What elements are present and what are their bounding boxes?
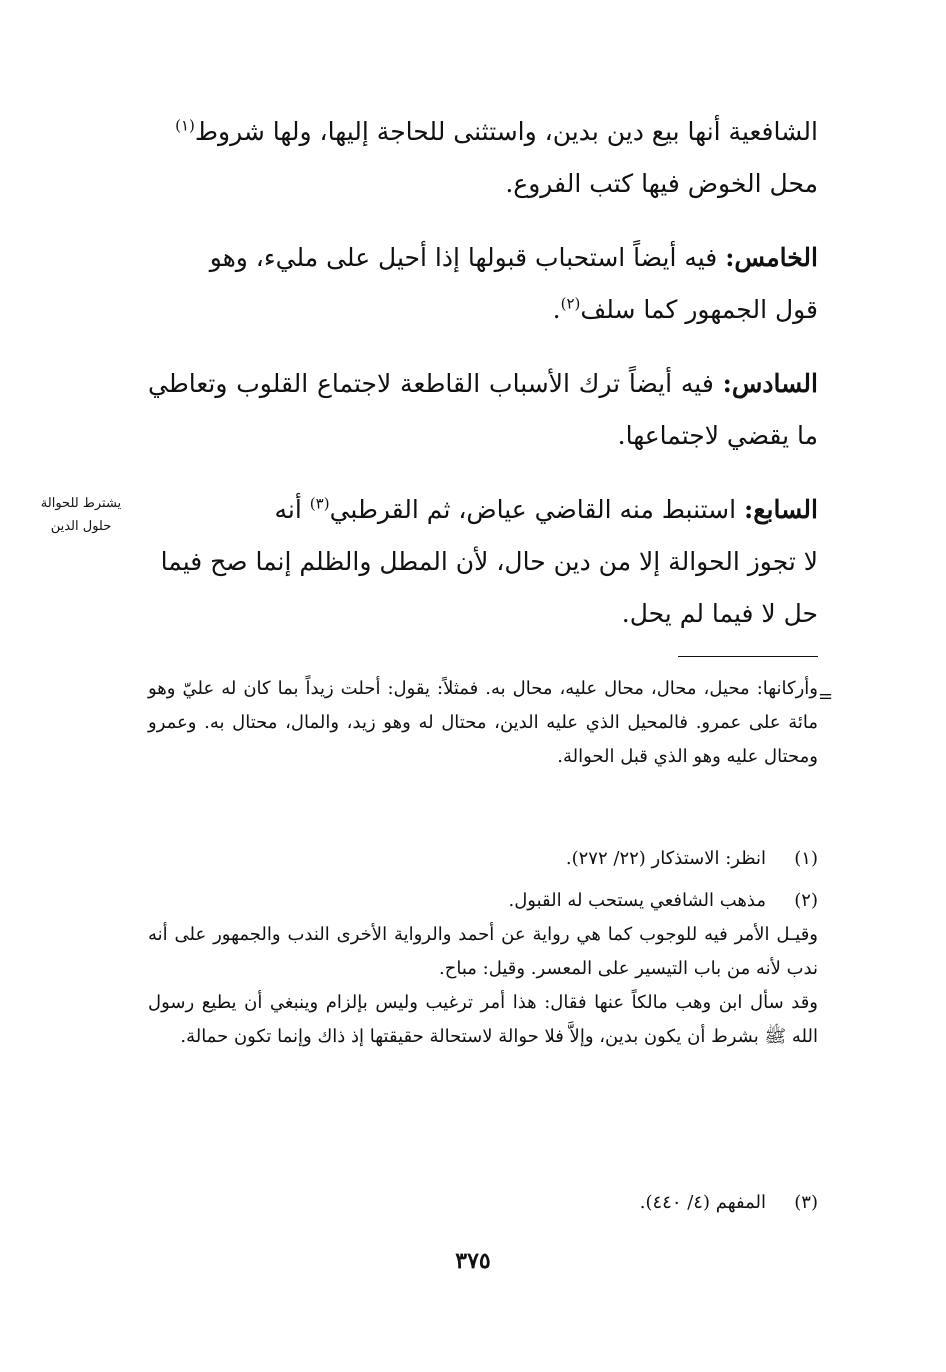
footnote-continuation xyxy=(148,672,818,774)
footnote-continuation-text: وأركانها: محيل، محال، محال عليه، محال به. فمثلاً: يقول: أحلت زيداً بما كان له عليّ وهو مائة على عمرو. فالمحيل الذي عليه الدين، محتال له وهو زيد، والمال، محتال به. وعمرو ومحتال عليه وهو الذي قبل الحوالة. xyxy=(148,678,818,767)
fifth-heading: الخامس: xyxy=(725,243,818,272)
seventh-line-1: استنبط منه القاضي عياض، ثم القرطبي xyxy=(329,495,737,524)
footnote-2-number: (٢) xyxy=(794,890,818,911)
margin-note xyxy=(22,492,140,538)
paragraph-seventh xyxy=(148,484,818,640)
fifth-line-2: قول الجمهور كما سلف xyxy=(580,295,818,324)
seventh-line-2: لا تجوز الحوالة إلا من دين حال، لأن المطل والظلم إنما صح فيما xyxy=(160,547,818,576)
fifth-period: . xyxy=(552,295,561,324)
paragraph-sixth xyxy=(148,358,818,462)
footnote-3-text: المفهم (٤/ ٤٤٠). xyxy=(639,1192,766,1213)
seventh-line-3: حل لا فيما لم يحل. xyxy=(621,599,818,628)
footnote-ref-3[interactable]: (٣) xyxy=(309,494,330,513)
footnote-1-text: انظر: الاستذكار (٢٢/ ٢٧٢). xyxy=(565,848,766,869)
page-number: ٣٧٥ xyxy=(455,1248,491,1274)
paragraph-fifth xyxy=(148,232,818,336)
footnote-ref-1[interactable]: (١) xyxy=(175,116,195,135)
footnote-ref-2[interactable]: (٢) xyxy=(560,294,581,313)
footnote-2-paragraph-3: وقد سأل ابن وهب مالكاً عنها فقال: هذا أمر ترغيب وليس بإلزام وينبغي أن يطيع رسول الله ﷺ بشرط أن يكون بدين، وإلاَّ فلا حوالة لاستحالة حقيقتها إذ ذاك وإنما تكون حمالة. xyxy=(148,992,818,1047)
margin-note-line-2: حلول الدين xyxy=(50,519,112,534)
sixth-text: فيه أيضاً ترك الأسباب القاطعة لاجتماع القلوب وتعاطي ما يقضي لاجتماعها. xyxy=(148,369,818,450)
continuation-mark: = xyxy=(818,686,834,707)
intro-line-1: الشافعية أنها بيع دين بدين، واستثنى للحاجة إليها، ولها شروط xyxy=(194,117,818,146)
sixth-heading: السادس: xyxy=(722,369,818,398)
footnote-2-text: مذهب الشافعي يستحب له القبول. xyxy=(508,890,766,911)
footnote-3 xyxy=(148,1186,818,1220)
footnote-1-number: (١) xyxy=(794,848,818,869)
footnote-3-number: (٣) xyxy=(794,1192,818,1213)
paragraph-intro xyxy=(148,106,818,210)
footnote-2 xyxy=(148,884,818,1054)
footnote-separator xyxy=(678,656,818,657)
seventh-heading: السابع: xyxy=(744,495,818,524)
seventh-line-1-end: أنه xyxy=(274,495,302,524)
intro-line-2: محل الخوض فيها كتب الفروع. xyxy=(505,169,818,198)
footnote-1 xyxy=(148,842,818,876)
footnote-2-paragraph-2: وقيـل الأمر فيه للوجوب كما هي رواية عن أحمد والرواية الأخرى الندب والجمهور على أنه ندب لأنه من باب التيسير على المعسر. وقيل: مباح. xyxy=(148,924,818,979)
margin-note-line-1: يشترط للحوالة xyxy=(40,496,122,511)
fifth-line-1: فيه أيضاً استحباب قبولها إذا أحيل على مليء، وهو xyxy=(209,243,718,272)
